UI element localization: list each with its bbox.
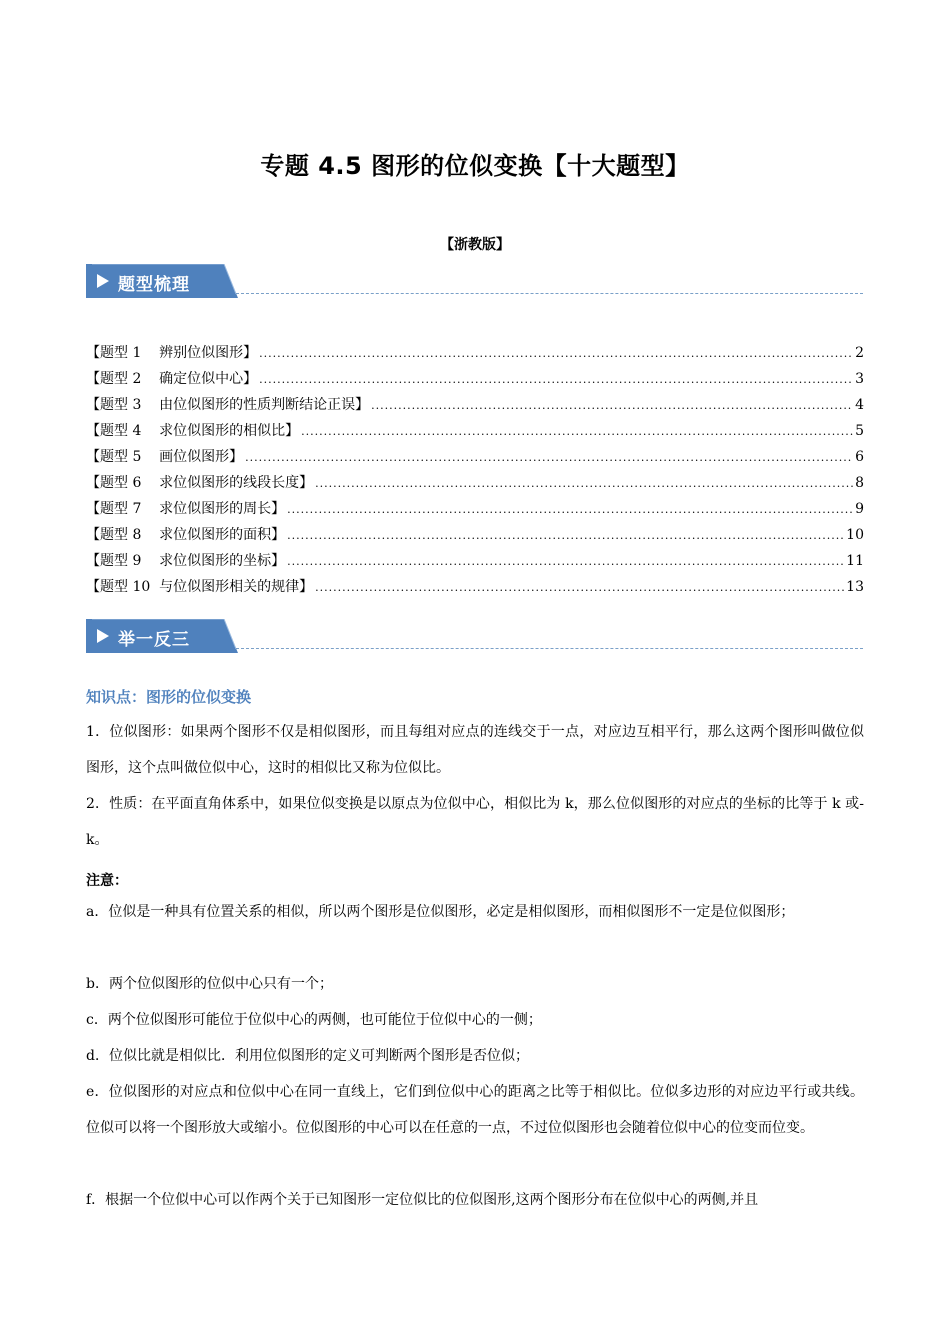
toc-item-label: 【题型 4 求位似图形的相似比】 [86, 423, 300, 439]
toc-item-page: 4 [855, 397, 864, 413]
toc-item[interactable] [86, 498, 864, 524]
examples-banner-label: 举一反三 [118, 630, 190, 650]
toc-leader-dots [259, 347, 853, 360]
note-e: e．位似图形的对应点和位似中心在同一直线上，它们到位似中心的距离之比等于相似比。位似多边形的对应边平行或共线。位似可以将一个图形放大或缩小。位似图形的中心可以在任意的一点，不过位似图形也会随着位似中心的位变而位变。 [86, 1084, 864, 1136]
toc-item-page: 3 [855, 371, 864, 387]
toc-item-page: 13 [846, 579, 864, 595]
toc-item-label: 【题型 2 确定位似中心】 [86, 371, 258, 387]
toc-item-label: 【题型 8 求位似图形的面积】 [86, 527, 286, 543]
toc-leader-dots [259, 373, 853, 386]
paragraph-definition: 1．位似图形：如果两个图形不仅是相似图形，而且每组对应点的连线交于一点，对应边互相平行，那么这两个图形叫做位似图形，这个点叫做位似中心，这时的相似比又称为位似比。 [86, 724, 864, 776]
examples-banner [86, 619, 863, 653]
document-title: 专题 4.5 图形的位似变换【十大题型】 [260, 152, 690, 180]
toc-leader-dots [287, 555, 844, 568]
toc-item[interactable] [86, 368, 864, 394]
toc-leader-dots [287, 503, 853, 516]
toc-leader-dots [315, 477, 853, 490]
play-arrow-icon [96, 273, 110, 289]
note-d: d．位似比就是相似比．利用位似图形的定义可判断两个图形是否位似； [86, 1048, 529, 1064]
toc-item-label: 【题型 9 求位似图形的坐标】 [86, 553, 286, 569]
toc-item-label: 【题型 1 辨别位似图形】 [86, 345, 258, 361]
table-of-contents [86, 342, 864, 602]
toc-leader-dots [287, 529, 844, 542]
knowledge-heading: 知识点：图形的位似变换 [86, 688, 252, 706]
toc-item-page: 9 [855, 501, 864, 517]
note-f: f．根据一个位似中心可以作两个关于已知图形一定位似比的位似图形,这两个图形分布在位似中心的两侧,并且 [86, 1192, 759, 1208]
toc-item-label: 【题型 7 求位似图形的周长】 [86, 501, 286, 517]
note-heading: 注意： [86, 873, 128, 889]
toc-leader-dots [245, 451, 853, 464]
toc-item[interactable] [86, 472, 864, 498]
toc-item-page: 10 [846, 527, 864, 543]
note-c: c．两个位似图形可能位于位似中心的两侧，也可能位于位似中心的一侧； [86, 1012, 542, 1028]
toc-leader-dots [315, 581, 844, 594]
toc-item-page: 5 [855, 423, 864, 439]
toc-leader-dots [301, 425, 853, 438]
toc-item-page: 8 [855, 475, 864, 491]
toc-leader-dots [371, 399, 853, 412]
toc-item[interactable] [86, 342, 864, 368]
toc-banner-label: 题型梳理 [118, 275, 190, 295]
banner-divider [236, 293, 863, 294]
toc-item[interactable] [86, 394, 864, 420]
paragraph-property: 2．性质：在平面直角体系中，如果位似变换是以原点为位似中心，相似比为 k，那么位似图形的对应点的坐标的比等于 k 或-k。 [86, 796, 864, 848]
toc-banner [86, 264, 863, 298]
toc-item-page: 6 [855, 449, 864, 465]
toc-item[interactable] [86, 524, 864, 550]
toc-item[interactable] [86, 446, 864, 472]
edition-label: 【浙教版】 [440, 237, 510, 253]
toc-item-label: 【题型 6 求位似图形的线段长度】 [86, 475, 314, 491]
play-arrow-icon [96, 628, 110, 644]
toc-item-page: 2 [855, 345, 864, 361]
toc-item[interactable] [86, 576, 864, 602]
banner-divider [236, 648, 863, 649]
toc-item-page: 11 [846, 553, 864, 569]
toc-item[interactable] [86, 550, 864, 576]
toc-item-label: 【题型 10 与位似图形相关的规律】 [86, 579, 314, 595]
note-a: a．位似是一种具有位置关系的相似，所以两个图形是位似图形，必定是相似图形，而相似图形不一定是位似图形； [86, 904, 795, 920]
note-b: b．两个位似图形的位似中心只有一个； [86, 976, 333, 992]
toc-item-label: 【题型 3 由位似图形的性质判断结论正误】 [86, 397, 370, 413]
toc-item[interactable] [86, 420, 864, 446]
toc-item-label: 【题型 5 画位似图形】 [86, 449, 244, 465]
